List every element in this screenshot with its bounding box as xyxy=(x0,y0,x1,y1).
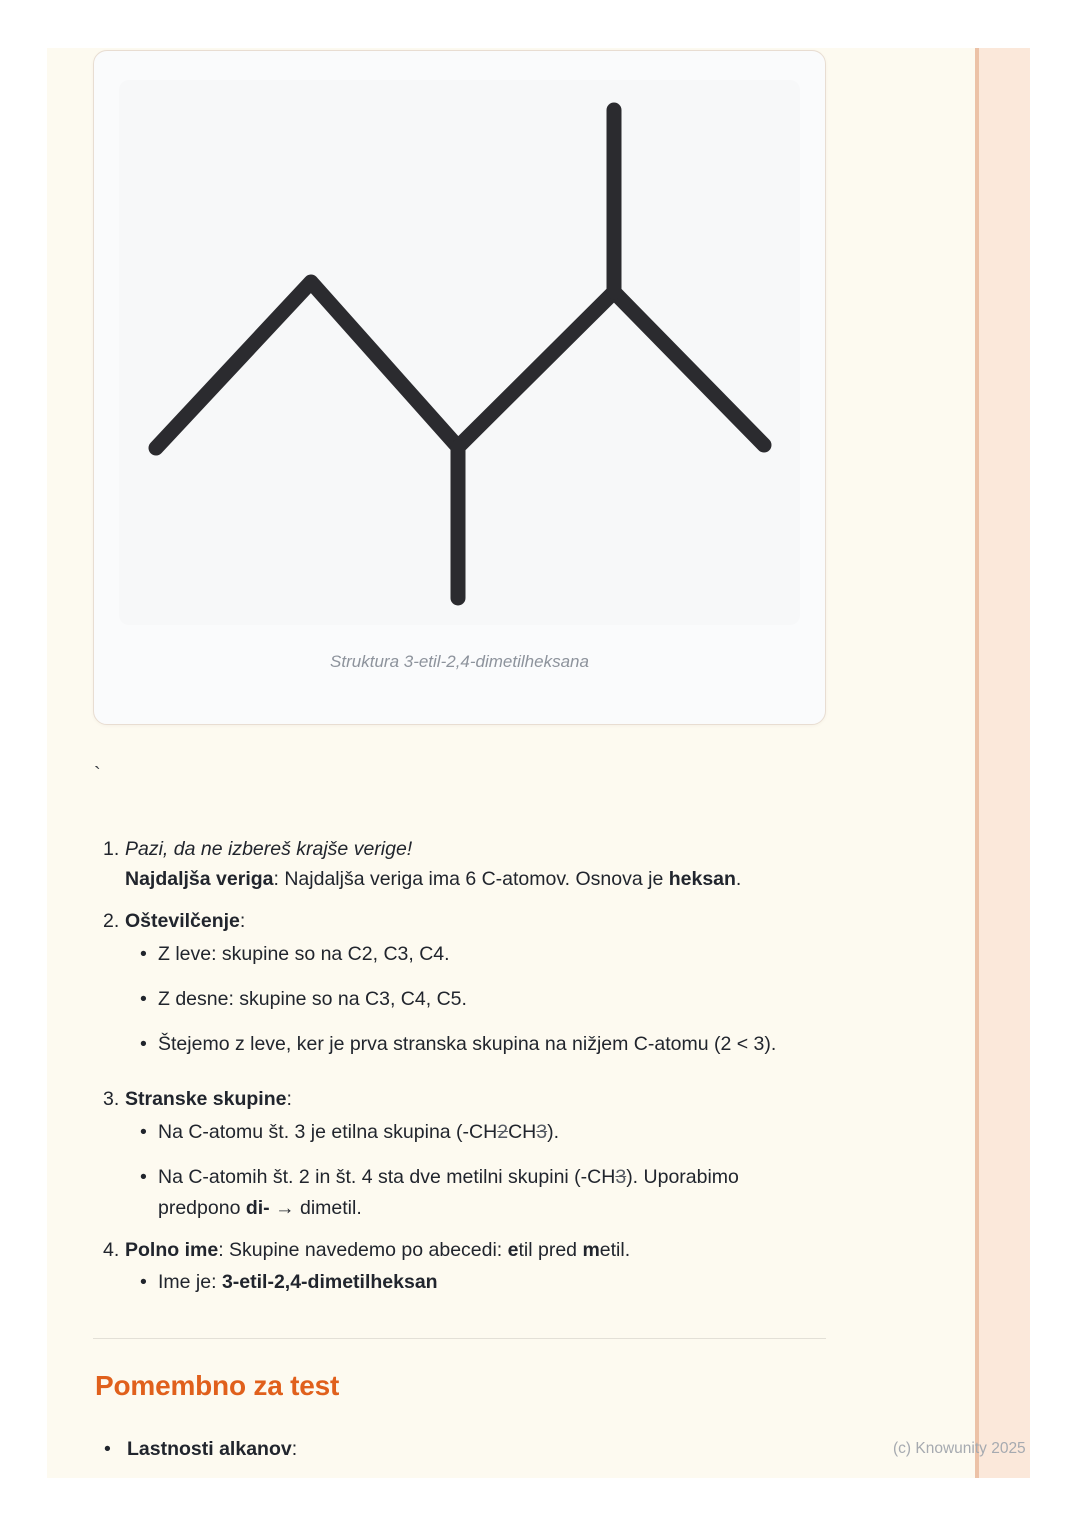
properties-bullet xyxy=(104,1434,297,1465)
bullet-row xyxy=(140,1117,953,1148)
list-item-2 xyxy=(93,906,953,936)
bullet-marker: • xyxy=(140,988,147,1010)
list-number: 1. xyxy=(103,838,120,860)
structure-card xyxy=(93,50,826,725)
structure-image xyxy=(119,80,800,625)
document-page xyxy=(47,48,1030,1478)
bullet-text: Na C-atomu št. 3 je etilna skupina (-CH2CH3). xyxy=(158,1121,560,1143)
list-item-text: Pazi, da ne izbereš krajše verige! Najdaljša veriga: Najdaljša veriga ima 6 C-atomov. Osnova je heksan. xyxy=(125,834,885,894)
bullet-marker: • xyxy=(140,1271,147,1293)
list-item-4 xyxy=(93,1235,953,1265)
list-item-text: Polno ime: Skupine navedemo po abecedi: etil pred metil. xyxy=(125,1239,631,1261)
bullet-row xyxy=(140,1267,953,1298)
list-number: 3. xyxy=(103,1088,120,1110)
list-item-note: Pazi, da ne izbereš krajše verige! xyxy=(125,838,413,860)
stray-backtick: ` xyxy=(94,764,101,786)
list-item-3 xyxy=(93,1084,953,1114)
list-item-text: Stranske skupine: xyxy=(125,1088,292,1110)
naming-list xyxy=(93,834,953,1298)
bullet-text: Na C-atomih št. 2 in št. 4 sta dve metilni skupini (-CH3). Uporabimo predpono di- → dimetil. xyxy=(158,1166,739,1219)
bullet-text: Z leve: skupine so na C2, C3, C4. xyxy=(158,943,450,965)
bullet-text: Ime je: 3-etil-2,4-dimetilheksan xyxy=(158,1271,438,1293)
list-number: 4. xyxy=(103,1239,120,1261)
list-item-1 xyxy=(93,834,953,894)
properties-bullet-text: Lastnosti alkanov: xyxy=(127,1438,298,1460)
bullet-row xyxy=(140,939,953,970)
bullet-marker: • xyxy=(140,1121,147,1143)
bullet-marker: • xyxy=(140,1166,147,1188)
watermark: (c) Knowunity 2025 xyxy=(893,1440,1026,1457)
section-divider xyxy=(93,1338,826,1339)
bullet-row xyxy=(140,984,953,1015)
section-heading: Pomembno za test xyxy=(95,1370,340,1401)
structure-caption: Struktura 3-etil-2,4-dimetilheksana xyxy=(330,652,589,671)
bullet-text: Štejemo z leve, ker je prva stranska skupina na nižjem C-atomu (2 < 3). xyxy=(158,1033,777,1055)
bullet-marker: • xyxy=(104,1438,111,1460)
bullet-row xyxy=(140,1029,953,1060)
bullet-marker: • xyxy=(140,943,147,965)
bullet-text: Z desne: skupine so na C3, C4, C5. xyxy=(158,988,467,1010)
molecule-drawing xyxy=(119,80,800,625)
bullet-row xyxy=(140,1162,953,1224)
list-item-text: Oštevilčenje: xyxy=(125,910,246,932)
accent-stripe xyxy=(975,48,1030,1478)
bullet-marker: • xyxy=(140,1033,147,1055)
list-number: 2. xyxy=(103,910,120,932)
